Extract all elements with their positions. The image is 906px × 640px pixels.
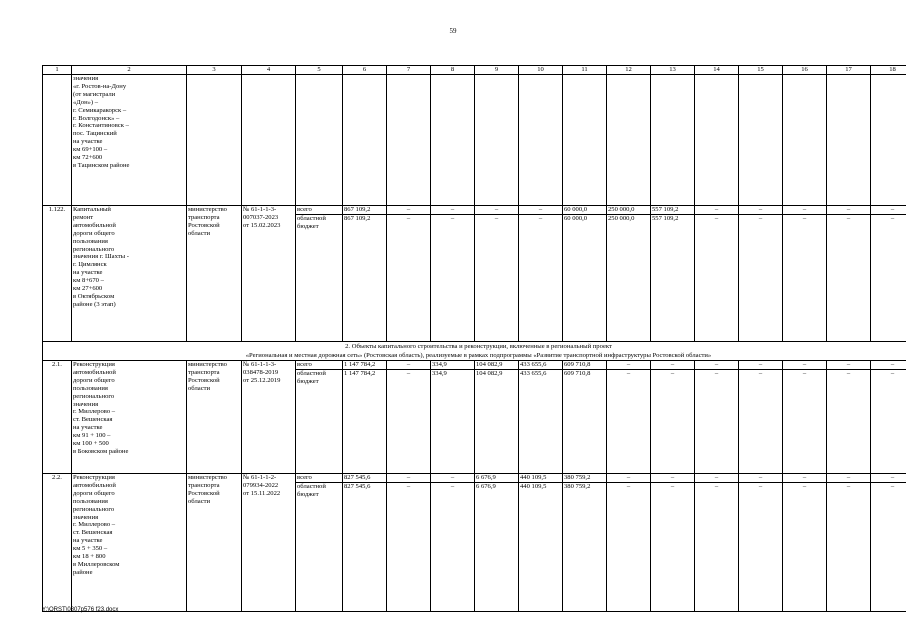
- value-total: –: [450, 206, 455, 213]
- name-line: г. Цимлянск: [73, 261, 107, 269]
- name-line: Капитальный: [73, 206, 111, 213]
- value-total: 827 545,6: [344, 474, 371, 481]
- value-budget: –: [695, 369, 738, 378]
- value-cell: [431, 206, 475, 342]
- column-number: 14: [695, 66, 739, 75]
- name-line: км 27+600: [73, 285, 103, 293]
- file-path-footer: Y:\ORST\0807p576 f23.docx: [42, 607, 119, 613]
- table-row: [43, 206, 906, 342]
- value-cell: [827, 206, 871, 342]
- value-total: 60 000,0: [564, 206, 588, 213]
- value-total: 440 109,5: [520, 474, 547, 481]
- name-line: в Миллеровском: [73, 560, 120, 568]
- value-total: 609 710,8: [564, 361, 591, 368]
- value-cell: [387, 361, 431, 474]
- value-cell: [519, 206, 563, 342]
- name-line: в Октябрьском: [73, 292, 115, 300]
- object-name: [72, 474, 187, 612]
- name-line: значения: [73, 400, 99, 408]
- value-total: 380 759,2: [564, 474, 591, 481]
- customer: [187, 361, 242, 474]
- value-cell: [607, 361, 651, 474]
- value-total: –: [846, 361, 851, 368]
- name-line: (от магистрали: [73, 90, 116, 98]
- value-budget: –: [695, 482, 738, 491]
- value-total: –: [846, 474, 851, 481]
- object-name: [72, 361, 187, 474]
- value-cell: [431, 474, 475, 612]
- customer-line: Ростовской: [188, 221, 220, 229]
- funding-budget-label: [296, 214, 342, 231]
- name-line: г. Волгодонск» –: [73, 114, 120, 122]
- continuation-name: [72, 75, 187, 206]
- value-budget: 557 109,2: [651, 214, 694, 223]
- column-number: 18: [871, 66, 906, 75]
- name-line: на участке: [73, 269, 103, 277]
- value-budget: 104 082,9: [475, 369, 518, 378]
- name-line: пользования: [73, 384, 108, 392]
- value-cell: [695, 361, 739, 474]
- value-total: –: [802, 474, 807, 481]
- value-cell: [563, 474, 607, 612]
- value-cell: [475, 361, 519, 474]
- value-budget: –: [871, 369, 906, 378]
- value-total: –: [494, 206, 499, 213]
- name-line: на участке: [73, 537, 103, 545]
- customer-line: Ростовской: [188, 376, 220, 384]
- name-line: км 72+600: [73, 154, 103, 162]
- investment-table: [42, 65, 906, 612]
- name-line: дороги общего: [73, 489, 115, 497]
- row-number: 2.1.: [43, 361, 72, 474]
- value-total: –: [626, 361, 631, 368]
- page-number: 59: [449, 27, 457, 35]
- name-line: автомобильной: [73, 481, 116, 489]
- value-cell: [695, 206, 739, 342]
- name-line: в Тацинском районе: [73, 161, 130, 169]
- column-number: 15: [739, 66, 783, 75]
- value-total: –: [714, 474, 719, 481]
- value-total: –: [406, 474, 411, 481]
- value-cell: [563, 206, 607, 342]
- source-line: областной: [297, 214, 326, 222]
- column-number: 12: [607, 66, 651, 75]
- value-total: –: [670, 474, 675, 481]
- value-budget: 827 545,6: [343, 482, 386, 491]
- source-line: областной: [297, 369, 326, 377]
- value-budget: 609 710,8: [563, 369, 606, 378]
- expert-conclusion: [242, 206, 296, 342]
- name-line: км 100 + 500: [73, 440, 109, 448]
- value-budget: 440 109,5: [519, 482, 562, 491]
- value-cell: [343, 361, 387, 474]
- value-total: –: [846, 206, 851, 213]
- value-budget: –: [519, 214, 562, 223]
- value-cell: [651, 361, 695, 474]
- value-cell: [871, 206, 906, 342]
- funding-source: [296, 474, 343, 612]
- name-line: г. Константиновск –: [73, 122, 129, 130]
- value-cell: [871, 474, 906, 612]
- name-line: автомобильной: [73, 221, 116, 229]
- doc-line: от 15.02.2023: [243, 221, 281, 229]
- column-number: 7: [387, 66, 431, 75]
- continuation-row: [43, 75, 906, 206]
- customer-line: министерство: [188, 206, 227, 213]
- name-line: «г. Ростов-на-Дону: [73, 82, 127, 90]
- name-line: на участке: [73, 424, 103, 432]
- column-number: 17: [827, 66, 871, 75]
- name-line: дороги общего: [73, 229, 115, 237]
- name-line: районе (3 этап): [73, 300, 116, 308]
- value-budget: –: [739, 214, 782, 223]
- value-cell: [607, 474, 651, 612]
- name-line: районе: [73, 568, 93, 576]
- value-cell: [739, 361, 783, 474]
- section-title-line1: 2. Объекты капитального строительства и реконструкции, включенные в региональный проект: [345, 343, 612, 350]
- doc-line: 038478-2019: [243, 368, 279, 376]
- section-title-line2: «Региональная и местная дорожная сеть» (Ростовская область), реализуемые в рамках подпрограммы «Развитие транспортной инфраструктуры Ростовской области»: [245, 352, 712, 359]
- name-line: г. Миллерово –: [73, 521, 116, 529]
- column-number-row: [43, 66, 906, 75]
- customer-line: транспорта: [188, 213, 220, 221]
- value-budget: 867 109,2: [343, 214, 386, 223]
- value-total: –: [802, 206, 807, 213]
- value-total: –: [890, 361, 895, 368]
- customer: [187, 206, 242, 342]
- value-total: 334,9: [432, 361, 447, 368]
- value-cell: [431, 361, 475, 474]
- expert-conclusion: [242, 474, 296, 612]
- name-line: ст. Вешенская: [73, 529, 113, 537]
- column-number: 9: [475, 66, 519, 75]
- name-line: пользования: [73, 237, 108, 245]
- value-total: –: [538, 206, 543, 213]
- value-budget: –: [607, 369, 650, 378]
- funding-total-label: всего: [297, 361, 312, 368]
- value-budget: –: [783, 214, 826, 223]
- name-line: регионального: [73, 392, 115, 400]
- customer-line: министерство: [188, 361, 227, 368]
- column-number: 5: [296, 66, 343, 75]
- value-budget: –: [695, 214, 738, 223]
- funding-budget-label: [296, 369, 342, 386]
- name-line: Реконструкция: [73, 361, 115, 368]
- value-budget: –: [387, 369, 430, 378]
- doc-line: от 15.11.2022: [243, 489, 281, 497]
- value-budget: 334,9: [431, 369, 474, 378]
- value-budget: –: [871, 482, 906, 491]
- value-budget: –: [739, 482, 782, 491]
- object-name: [72, 206, 187, 342]
- source-line: областной: [297, 482, 326, 490]
- value-total: 433 655,6: [520, 361, 547, 368]
- column-number: 6: [343, 66, 387, 75]
- value-budget: –: [431, 214, 474, 223]
- column-number: 11: [563, 66, 607, 75]
- customer-line: области: [188, 229, 211, 237]
- name-line: г. Семикаракорск –: [73, 106, 127, 114]
- value-budget: 60 000,0: [563, 214, 606, 223]
- name-line: км 69+100 –: [73, 146, 108, 154]
- value-budget: –: [827, 214, 870, 223]
- value-budget: –: [475, 214, 518, 223]
- row-number: 1.122.: [43, 206, 72, 342]
- value-budget: 433 655,6: [519, 369, 562, 378]
- value-budget: –: [871, 214, 906, 223]
- name-line: значения г. Шахты -: [73, 253, 129, 261]
- value-cell: [387, 206, 431, 342]
- funding-budget-label: [296, 482, 342, 499]
- value-budget: –: [783, 482, 826, 491]
- value-total: –: [890, 474, 895, 481]
- value-total: 6 676,9: [476, 474, 496, 481]
- value-budget: –: [431, 482, 474, 491]
- value-total: –: [758, 361, 763, 368]
- column-number: 3: [187, 66, 242, 75]
- customer-line: области: [188, 497, 211, 505]
- column-number: 2: [72, 66, 187, 75]
- value-cell: [827, 361, 871, 474]
- source-line: бюджет: [297, 377, 319, 385]
- value-cell: [739, 206, 783, 342]
- name-line: км 8+670 –: [73, 277, 104, 285]
- value-budget: 1 147 784,2: [343, 369, 386, 378]
- value-total: 557 109,2: [652, 206, 679, 213]
- value-budget: –: [387, 214, 430, 223]
- name-line: ст. Вешенская: [73, 416, 113, 424]
- source-line: бюджет: [297, 222, 319, 230]
- value-total: –: [714, 361, 719, 368]
- value-total: 104 082,9: [476, 361, 503, 368]
- doc-line: 079934-2022: [243, 481, 279, 489]
- value-cell: [739, 474, 783, 612]
- name-line: г. Миллерово –: [73, 408, 116, 416]
- value-total: 867 109,2: [344, 206, 371, 213]
- name-line: значения: [73, 513, 99, 521]
- customer-line: Ростовской: [188, 489, 220, 497]
- value-cell: [475, 474, 519, 612]
- value-budget: –: [827, 482, 870, 491]
- name-line: Реконструкция: [73, 474, 115, 481]
- value-cell: [607, 206, 651, 342]
- value-budget: –: [827, 369, 870, 378]
- customer-line: области: [188, 384, 211, 392]
- value-total: –: [890, 206, 895, 213]
- doc-line: от 25.12.2019: [243, 376, 281, 384]
- value-cell: [783, 206, 827, 342]
- name-line: пос. Тацинский: [73, 130, 117, 138]
- value-total: –: [758, 206, 763, 213]
- customer-line: транспорта: [188, 481, 220, 489]
- doc-line: № 61-1-1-3-: [243, 206, 277, 213]
- value-cell: [519, 474, 563, 612]
- value-cell: [651, 206, 695, 342]
- column-number: 4: [242, 66, 296, 75]
- value-cell: [783, 361, 827, 474]
- value-budget: 250 000,0: [607, 214, 650, 223]
- value-budget: –: [607, 482, 650, 491]
- value-budget: –: [783, 369, 826, 378]
- value-total: –: [450, 474, 455, 481]
- funding-total-label: всего: [297, 206, 312, 213]
- name-line: дороги общего: [73, 376, 115, 384]
- name-line: км 18 + 800: [73, 553, 106, 561]
- doc-line: 007037-2023: [243, 213, 279, 221]
- value-cell: [651, 474, 695, 612]
- funding-source: [296, 206, 343, 342]
- value-cell: [695, 474, 739, 612]
- name-line: в Боковском районе: [73, 447, 129, 455]
- name-line: регионального: [73, 245, 115, 253]
- section-title: [43, 342, 906, 361]
- name-line: «Дон») –: [73, 98, 99, 106]
- value-budget: 6 676,9: [475, 482, 518, 491]
- doc-line: № 61-1-1-3-: [243, 361, 277, 368]
- source-line: бюджет: [297, 490, 319, 498]
- column-number: 1: [43, 66, 72, 75]
- name-line: ремонт: [73, 213, 94, 221]
- name-line: км 5 + 350 –: [73, 545, 108, 553]
- value-cell: [827, 474, 871, 612]
- value-total: –: [406, 206, 411, 213]
- column-number: 13: [651, 66, 695, 75]
- expert-conclusion: [242, 361, 296, 474]
- customer: [187, 474, 242, 612]
- value-budget: –: [651, 369, 694, 378]
- value-cell: [343, 474, 387, 612]
- value-total: –: [802, 361, 807, 368]
- table-row: [43, 361, 906, 474]
- value-cell: [343, 206, 387, 342]
- column-number: 8: [431, 66, 475, 75]
- name-line: на участке: [73, 138, 103, 146]
- name-line: значения: [73, 75, 99, 82]
- value-cell: [871, 361, 906, 474]
- value-budget: –: [739, 369, 782, 378]
- funding-total-label: всего: [297, 474, 312, 481]
- value-total: –: [758, 474, 763, 481]
- value-cell: [519, 361, 563, 474]
- value-cell: [783, 474, 827, 612]
- name-line: регионального: [73, 505, 115, 513]
- value-total: 250 000,0: [608, 206, 635, 213]
- name-line: км 91 + 100 –: [73, 432, 111, 440]
- name-line: пользования: [73, 497, 108, 505]
- column-number: 16: [783, 66, 827, 75]
- value-budget: 380 759,2: [563, 482, 606, 491]
- row-number: 2.2.: [43, 474, 72, 612]
- value-budget: –: [651, 482, 694, 491]
- section-header-row: [43, 342, 906, 361]
- value-total: 1 147 784,2: [344, 361, 376, 368]
- column-number: 10: [519, 66, 563, 75]
- funding-source: [296, 361, 343, 474]
- value-cell: [475, 206, 519, 342]
- value-total: –: [406, 361, 411, 368]
- value-cell: [563, 361, 607, 474]
- doc-line: № 61-1-1-2-: [243, 474, 277, 481]
- name-line: автомобильной: [73, 368, 116, 376]
- value-total: –: [670, 361, 675, 368]
- customer-line: министерство: [188, 474, 227, 481]
- table-row: [43, 474, 906, 612]
- value-budget: –: [387, 482, 430, 491]
- value-total: –: [626, 474, 631, 481]
- value-total: –: [714, 206, 719, 213]
- customer-line: транспорта: [188, 368, 220, 376]
- value-cell: [387, 474, 431, 612]
